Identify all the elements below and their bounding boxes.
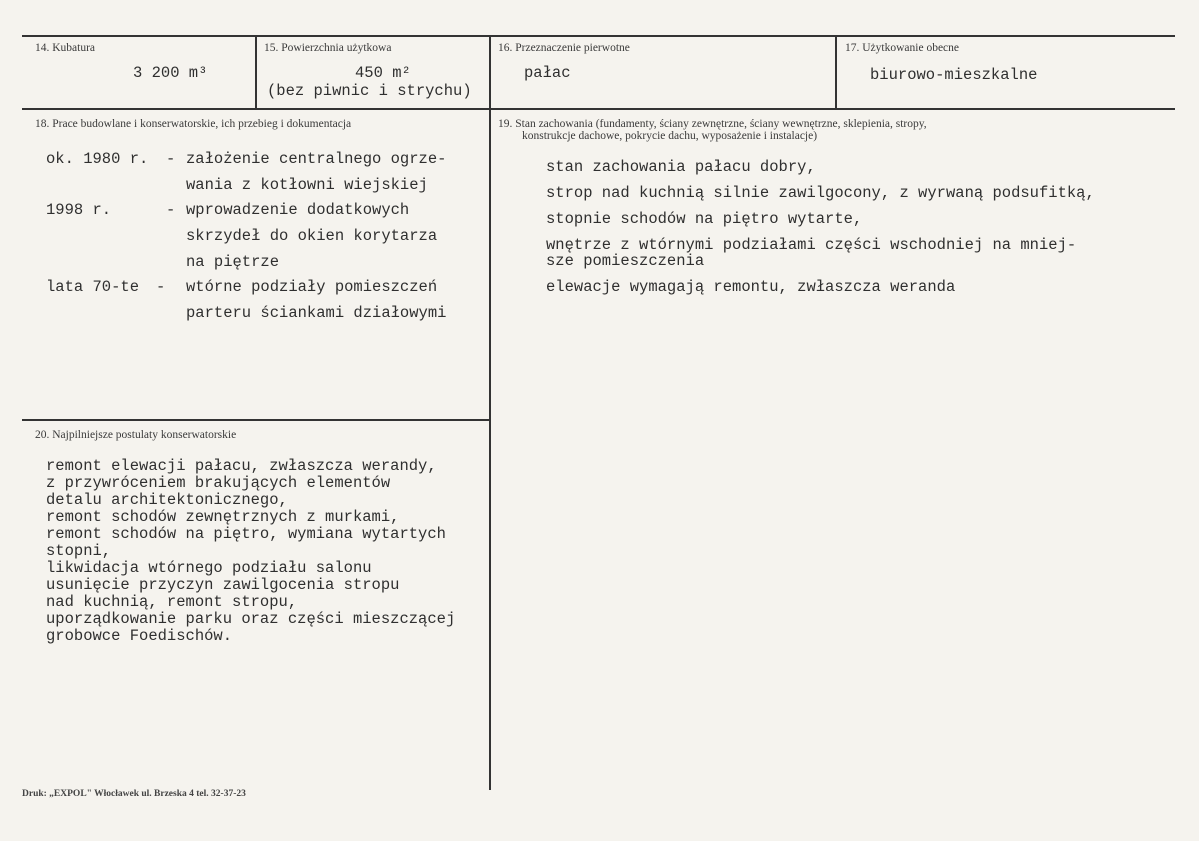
section20-rule — [22, 419, 489, 421]
prace-entry-2-line1: wprowadzenie dodatkowych — [186, 201, 410, 219]
stan-line-4: wnętrze z wtórnymi podziałami części wschodniej na mniej- — [546, 236, 1077, 254]
przeznaczenie-value: pałac — [524, 64, 571, 82]
col-divider-3 — [835, 37, 837, 109]
prace-entry-1-line1: założenie centralnego ogrze- — [186, 150, 447, 168]
postulaty-line-8: usunięcie przyczyn zawilgocenia stropu — [46, 576, 400, 594]
postulaty-line-1: remont elewacji pałacu, zwłaszcza werandy, — [46, 457, 437, 475]
postulaty-line-5: remont schodów na piętro, wymiana wytartych — [46, 525, 446, 543]
stan-label-line1: 19. Stan zachowania (fundamenty, ściany zewnętrzne, ściany wewnętrzne, sklepienia, stropy, — [498, 118, 927, 130]
prace-entry-2-date: 1998 r. — [46, 201, 112, 219]
top-rule — [22, 35, 1175, 37]
postulaty-label: 20. Najpilniejsze postulaty konserwatorskie — [35, 429, 237, 441]
prace-entry-3-line1: wtórne podziały pomieszczeń — [186, 278, 438, 296]
prace-label: 18. Prace budowlane i konserwatorskie, ich przebieg i dokumentacja — [35, 118, 352, 130]
prace-entry-1-dash: - — [166, 150, 176, 168]
postulaty-line-9: nad kuchnią, remont stropu, — [46, 593, 298, 611]
przeznaczenie-label: 16. Przeznaczenie pierwotne — [498, 42, 630, 54]
powierzchnia-note: (bez piwnic i strychu) — [267, 82, 472, 100]
stan-label-line2: konstrukcje dachowe, pokrycie dachu, wyposażenie i instalacje) — [522, 130, 818, 142]
postulaty-line-4: remont schodów zewnętrznych z murkami, — [46, 508, 400, 526]
postulaty-line-10: uporządkowanie parku oraz części mieszczącej — [46, 610, 456, 628]
stan-line-5: sze pomieszczenia — [546, 252, 705, 270]
uzytkowanie-value: biurowo-mieszkalne — [870, 66, 1038, 84]
stan-line-3: stopnie schodów na piętro wytarte, — [546, 210, 863, 228]
prace-entry-1-line2: wania z kotłowni wiejskiej — [186, 176, 428, 194]
col-divider-1 — [255, 37, 257, 109]
postulaty-line-3: detalu architektonicznego, — [46, 491, 288, 509]
prace-entry-2-dash: - — [166, 201, 176, 219]
powierzchnia-value: 450 m² — [355, 64, 411, 82]
powierzchnia-label: 15. Powierzchnia użytkowa — [264, 42, 392, 54]
prace-entry-2-line3: na piętrze — [186, 253, 280, 271]
stan-line-6: elewacje wymagają remontu, zwłaszcza weranda — [546, 278, 956, 296]
postulaty-line-2: z przywróceniem brakujących elementów — [46, 474, 391, 492]
postulaty-line-7: likwidacja wtórnego podziału salonu — [46, 559, 372, 577]
stan-line-2: strop nad kuchnią silnie zawilgocony, z wyrwaną podsufitką, — [546, 184, 1095, 202]
printer-imprint: Druk: „EXPOL" Włocławek ul. Brzeska 4 tel. 32-37-23 — [22, 789, 246, 799]
row1-rule — [22, 108, 1175, 110]
col-divider-2 — [489, 37, 491, 790]
prace-entry-3-date: lata 70-te — [46, 278, 140, 296]
prace-entry-1-date: ok. 1980 r. — [46, 150, 149, 168]
kubatura-value: 3 200 m³ — [133, 64, 208, 82]
stan-line-1: stan zachowania pałacu dobry, — [546, 158, 816, 176]
prace-entry-3-line2: parteru ściankami działowymi — [186, 304, 447, 322]
uzytkowanie-label: 17. Użytkowanie obecne — [845, 42, 960, 54]
prace-entry-3-dash: - — [156, 278, 166, 296]
kubatura-label: 14. Kubatura — [35, 42, 96, 54]
postulaty-line-11: grobowce Foedischów. — [46, 627, 233, 645]
prace-entry-2-line2: skrzydeł do okien korytarza — [186, 227, 438, 245]
postulaty-line-6: stopni, — [46, 542, 112, 560]
